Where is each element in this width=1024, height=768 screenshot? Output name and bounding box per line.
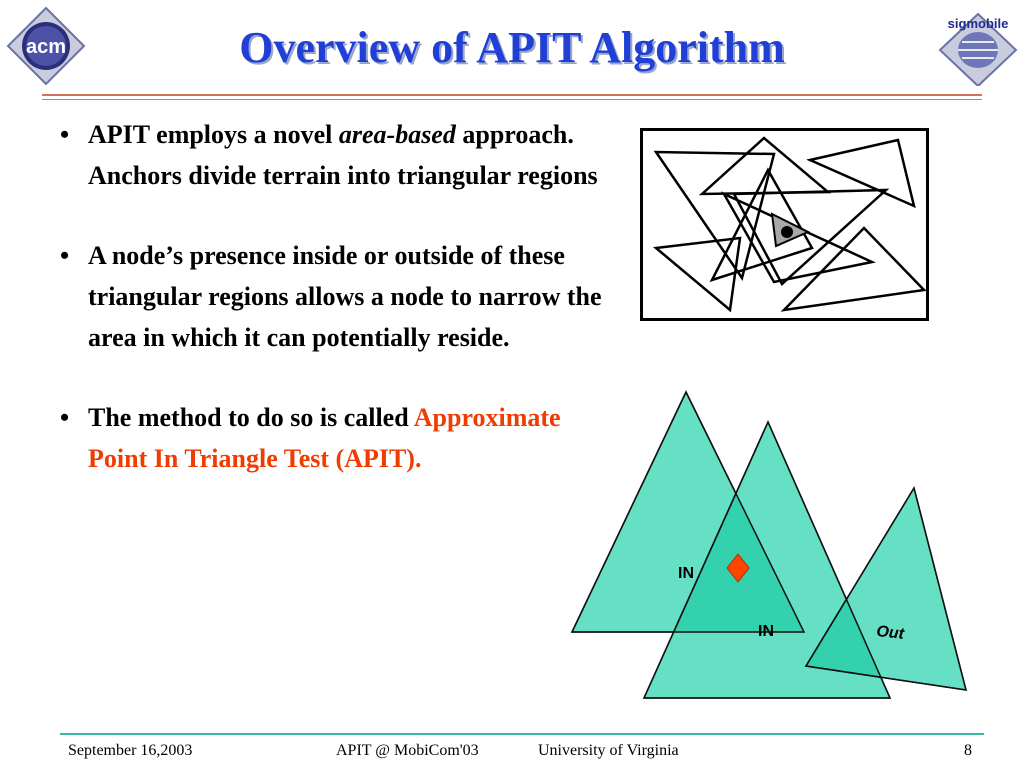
page-number: 8 [964,742,972,759]
bullet-dot: • [60,120,70,149]
acm-logo-text: acm [25,36,67,58]
label-out: Out [875,623,905,643]
bullet-text: A node’s presence inside or outside of these triangular regions allows a node to narrow the area in which it can potentially reside. [88,241,602,352]
bullet-text: APIT employs a novel [88,120,339,149]
bullet-text: The method to do so is called [88,403,414,432]
footer-university: University of Virginia [538,742,679,759]
footer-date: September 16,2003 [68,742,193,759]
label-in-2: IN [758,623,774,640]
bullet-emphasis: area-based [338,120,456,149]
bullet-item [58,235,618,358]
title-divider-thin [42,99,982,100]
label-in-1: IN [678,565,694,582]
bullet-list [58,114,618,479]
bullet-dot: • [60,403,70,432]
bullet-item [58,114,618,196]
title-divider [42,94,982,96]
bullet-highlight: Approximate Point In Triangle Test (APIT). [88,403,561,473]
terrain-triangles-diagram [640,128,930,322]
bullet-item [58,397,618,479]
bullet-dot: • [60,241,70,270]
node-dot [781,226,793,238]
bullet-text: approach. Anchors divide terrain into triangular regions [88,120,598,190]
footer-conference: APIT @ MobiCom'03 [336,742,479,759]
sigmobile-logo-text: sigmobile [947,16,1009,31]
apit-triangle-illustration [568,390,978,710]
slide-title: Overview of APIT Algorithm [239,23,785,72]
footer-divider [60,733,984,735]
